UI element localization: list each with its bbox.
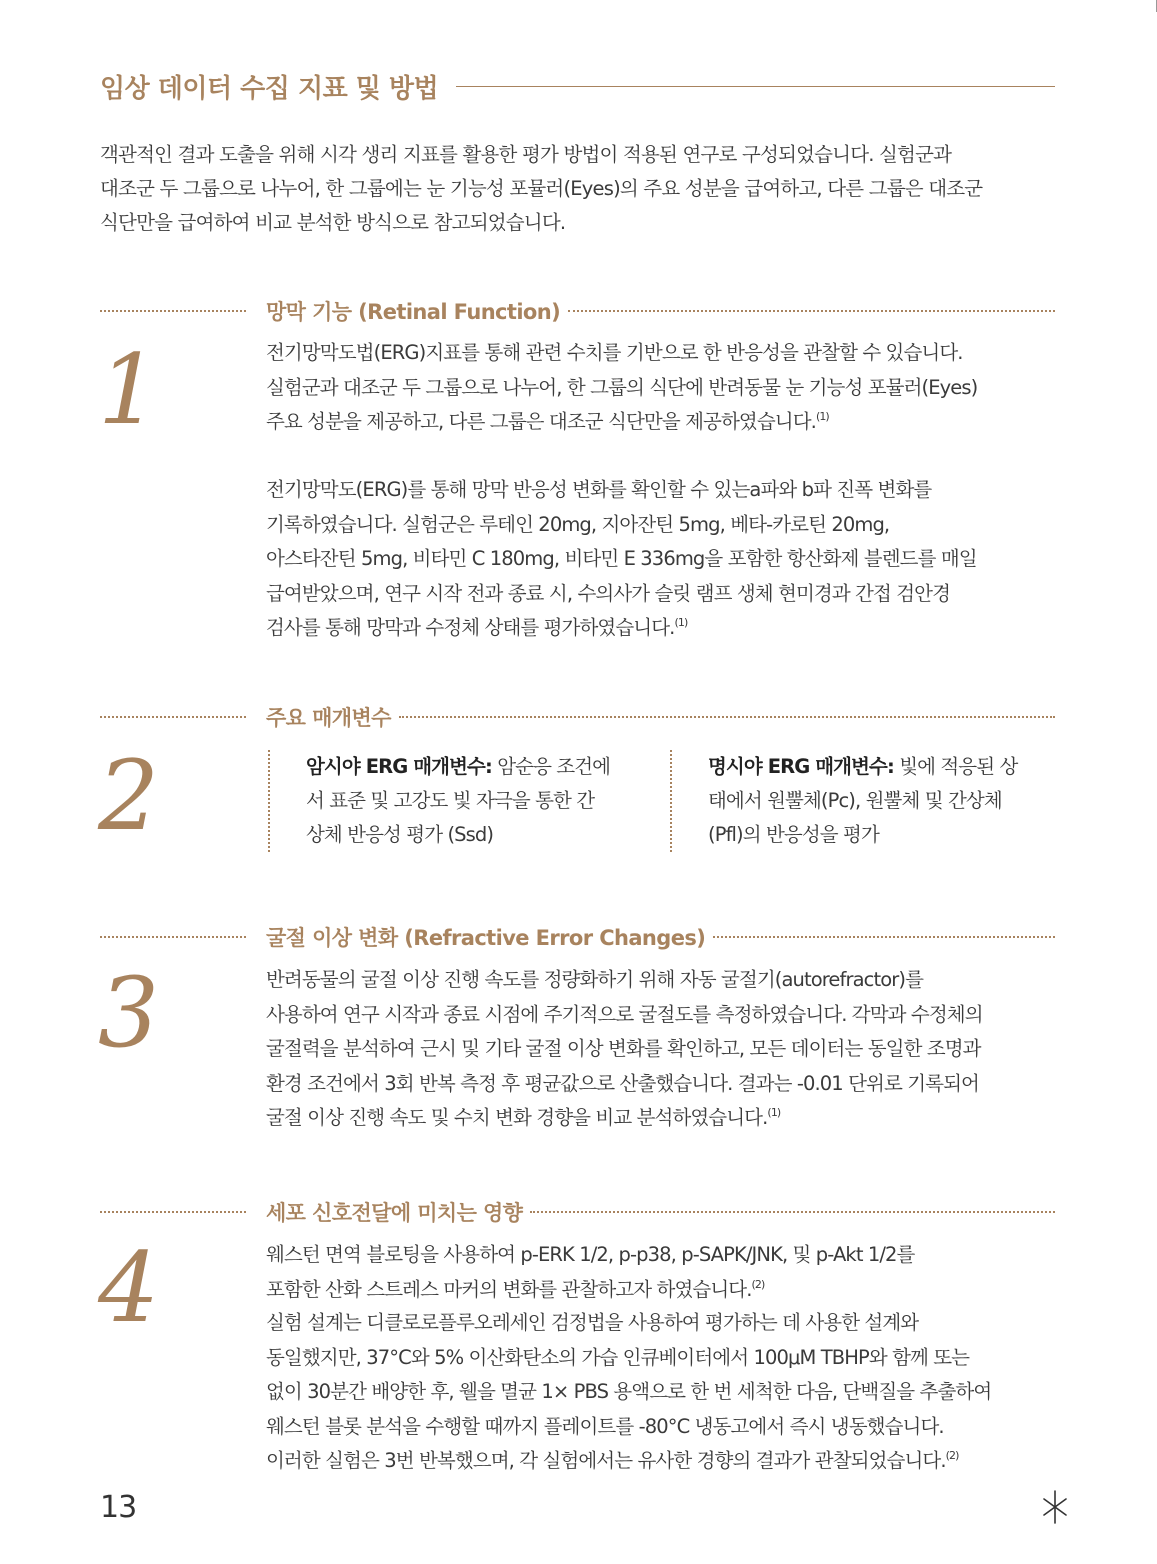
page-number: 13 — [100, 1490, 137, 1525]
section-2-header — [100, 702, 1055, 732]
scotopic-label: 암시야 ERG 매개변수: — [306, 755, 492, 778]
photopic-text: 빛에 적응된 상 태에서 원뿔체(Pc), 원뿔체 및 간상체 (Pfl)의 반응성을 평가 — [708, 755, 1018, 846]
section-3-heading: 굴절 이상 변화 (Refractive Error Changes) — [266, 926, 706, 950]
intro-paragraph: 객관적인 결과 도출을 위해 시각 생리 지표를 활용한 평가 방법이 적용된 연구로 구성되었습니다. 실험군과 대조군 두 그룹으로 나누어, 한 그룹에는 눈 기능성 포뮬러(Eyes)의 주요 성분을 급여하고, 다른 그룹은 대조군 식단만을 급여하여 비교 분석한 방식으로 참고되었습니다. — [100, 143, 983, 234]
section-4-para-2-text: 실험 설계는 디클로로플루오레세인 검정법을 사용하여 평가하는 데 사용한 설계와 동일했지만, 37°C와 5% 이산화탄소의 가습 인큐베이터에서 100μM TBHP와 함께 또는 없이 30분간 배양한 후, 웰을 멸균 1× PBS 용액으로 한 번 세척한 다음, 단백질을 추출하여 웨스턴 블롯 분석을 수행할 때까지 플레이트를 -80°C 냉동고에서 즉시 냉동했습니다. 이러한 실험은 3번 반복했으며, 각 실험에서는 유사한 경향의 결과가 관찰되었습니다. — [266, 1311, 992, 1472]
section-1-para-2-text: 전기망막도(ERG)를 통해 망막 반응성 변화를 확인할 수 있는a파와 b파 진폭 변화를 기록하였습니다. 실험군은 루테인 20mg, 지아잔틴 5mg, 베타-카로틴 20mg, 아스타잔틴 5mg, 비타민 C 180mg, 비타민 E 336mg을 포함한 항산화제 블렌드를 매일 급여받았으며, 연구 시작 전과 종료 시, 수의사가 슬릿 램프 생체 현미경과 간접 검안경 검사를 통해 망막과 수정체 상태를 평가하였습니다. — [266, 478, 977, 639]
dotted-rule-left — [100, 1211, 246, 1213]
section-4-para-1-text: 웨스턴 면역 블로팅을 사용하여 p-ERK 1/2, p-p38, p-SAPK/JNK, 및 p-Akt 1/2를 포함한 산화 스트레스 마커의 변화를 관찰하고자 하였습니다. — [266, 1243, 915, 1301]
reference-mark: (1) — [815, 410, 829, 423]
dotted-rule-left — [100, 936, 246, 938]
section-2-number: 2 — [98, 740, 160, 852]
section-4-header — [100, 1197, 1055, 1227]
section-1-number: 1 — [98, 334, 160, 446]
dotted-rule-right — [713, 936, 1055, 938]
section-4-number: 4 — [98, 1232, 160, 1344]
scotopic-text: 암순응 조건에 서 표준 및 고강도 빛 자극을 통한 간 상체 반응성 평가 (Ssd) — [306, 755, 611, 846]
dotted-rule-left — [100, 716, 246, 718]
dotted-rule-right — [568, 310, 1055, 312]
reference-mark: (1) — [767, 1106, 781, 1119]
asterisk-star-icon — [1040, 1490, 1070, 1524]
dotted-rule-right — [530, 1211, 1055, 1213]
section-1-paragraph-2 — [266, 473, 1066, 646]
section-3-paragraph-1 — [266, 963, 1066, 1136]
section-1-paragraph-1 — [266, 336, 1066, 440]
section-4-paragraph-1 — [266, 1238, 1066, 1307]
section-1-header — [100, 296, 1055, 326]
dotted-rule-left — [100, 310, 246, 312]
title-rule — [456, 86, 1055, 87]
page-title — [100, 68, 1055, 105]
section-4-heading: 세포 신호전달에 미치는 영향 — [266, 1201, 523, 1225]
photopic-erg-param — [670, 750, 1053, 852]
section-3-para-1-text: 반려동물의 굴절 이상 진행 속도를 정량화하기 위해 자동 굴절기(autorefractor)를 사용하여 연구 시작과 종료 시점에 주기적으로 굴절도를 측정하였습니다. 각막과 수정체의 굴절력을 분석하여 근시 및 기타 굴절 이상 변화를 확인하고, 모든 데이터는 동일한 조명과 환경 조건에서 3회 반복 측정 후 평균값으로 산출했습니다. 결과는 -0.01 단위로 기록되어 굴절 이상 진행 속도 및 수치 변화 경향을 비교 분석하였습니다. — [266, 968, 983, 1129]
reference-mark: (1) — [674, 616, 688, 629]
section-4-paragraph-2 — [266, 1306, 1066, 1479]
section-3-number: 3 — [98, 957, 160, 1069]
dotted-rule-right — [399, 716, 1055, 718]
page-title-text: 임상 데이터 수집 지표 및 방법 — [100, 74, 439, 104]
reference-mark: (2) — [945, 1449, 959, 1462]
photopic-label: 명시야 ERG 매개변수: — [708, 755, 894, 778]
section-1-para-1-text: 전기망막도법(ERG)지표를 통해 관련 수치를 기반으로 한 반응성을 관찰할 수 있습니다. 실험군과 대조군 두 그룹으로 나누어, 한 그룹의 식단에 반려동물 눈 기능성 포뮬러(Eyes) 주요 성분을 제공하고, 다른 그룹은 대조군 식단만을 제공하였습니다. — [266, 341, 978, 433]
section-2-heading: 주요 매개변수 — [266, 706, 391, 730]
reference-mark: (2) — [751, 1277, 765, 1291]
section-1-heading: 망막 기능 (Retinal Function) — [266, 300, 561, 324]
scotopic-erg-param — [268, 750, 651, 852]
section-3-header — [100, 922, 1055, 952]
